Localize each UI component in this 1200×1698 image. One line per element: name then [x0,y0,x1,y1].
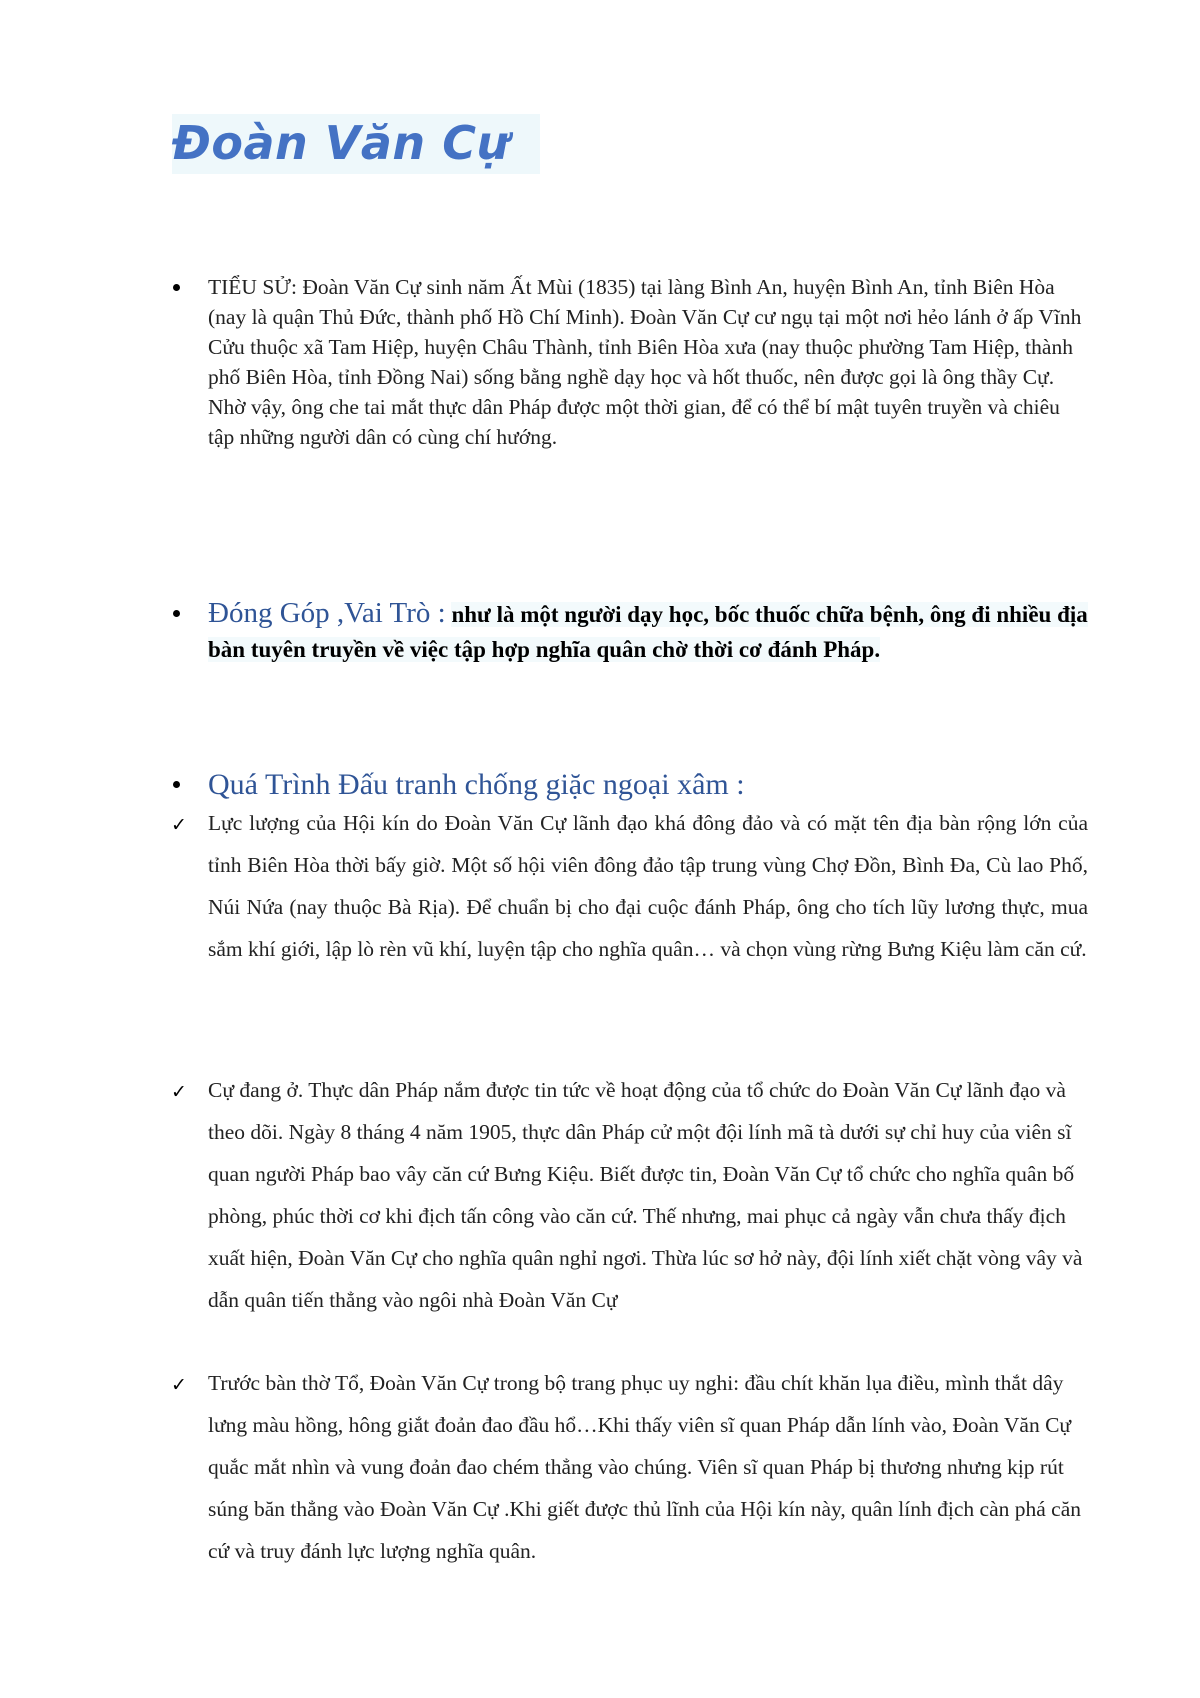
contribution-heading: Đóng Góp ,Vai Trò : [208,597,446,629]
process-item-text: Cự đang ở. Thực dân Pháp nắm được tin tức về hoạt động của tổ chức do Đoàn Văn Cự lãnh đạo và theo dõi. Ngày 8 tháng 4 năm 1905, thực dân Pháp cử một đội lính mã tà dưới sự chỉ huy của viên sĩ quan người Pháp bao vây căn cứ Bưng Kiệu. Biết được tin, Đoàn Văn Cự tổ chức cho nghĩa quân bố phòng, phúc thời cơ khi địch tấn công vào căn cứ. Thế nhưng, mai phục cả ngày vẫn chưa thấy địch xuất hiện, Đoàn Văn Cự cho nghĩa quân nghỉ ngơi. Thừa lúc sơ hở này, đội lính xiết chặt vòng vây và dẫn quân tiến thẳng vào ngôi nhà Đoàn Văn Cự [208,1078,1083,1312]
process-heading: Quá Trình Đấu tranh chống giặc ngoại xâm : [208,768,745,801]
contribution-list-item [208,596,1088,667]
process-item-text: Trước bàn thờ Tổ, Đoàn Văn Cự trong bộ trang phục uy nghi: đầu chít khăn lụa điều, mình thắt dây lưng màu hồng, hông giắt đoản đao đầu hổ…Khi thấy viên sĩ quan Pháp dẫn lính vào, Đoàn Văn Cự quắc mắt nhìn và vung đoản đao chém thẳng vào chúng. Viên sĩ quan Pháp bị thương nhưng kịp rút súng băn thẳng vào Đoàn Văn Cự .Khi giết được thủ lĩnh của Hội kín này, quân lính địch càn phá căn cứ và truy đánh lực lượng nghĩa quân. [208,1371,1081,1563]
process-check-item [171,802,1088,970]
bullet-dot-icon [173,781,180,788]
bullet-dot-icon [173,284,180,291]
process-list-item [208,764,1088,806]
bio-list-item [208,272,1088,452]
process-check-item [171,1362,1088,1572]
bullet-dot-icon [173,610,180,617]
contribution-text: như là một người dạy học, bốc thuốc chữa bệnh, ông đi nhiều địa bàn tuyên truyền về việc tập hợp nghĩa quân chờ thời cơ đánh Pháp. [208,602,1088,662]
checkmark-icon: ✓ [171,1081,187,1103]
checkmark-icon: ✓ [171,1374,187,1396]
process-item-text: Lực lượng của Hội kín do Đoàn Văn Cự lãnh đạo khá đông đảo và có mặt tên địa bàn rộng lớn của tỉnh Biên Hòa thời bấy giờ. Một số hội viên đông đảo tập trung vùng Chợ Đồn, Bình Đa, Cù lao Phố, Núi Nứa (nay thuộc Bà Rịa). Để chuẩn bị cho đại cuộc đánh Pháp, ông cho tích lũy lương thực, mua sắm khí giới, lập lò rèn vũ khí, luyện tập cho nghĩa quân… và chọn vùng rừng Bưng Kiệu làm căn cứ. [208,811,1088,961]
checkmark-icon: ✓ [171,814,187,836]
bio-text: Đoàn Văn Cự sinh năm Ất Mùi (1835) tại làng Bình An, huyện Bình An, tỉnh Biên Hòa (nay là quận Thủ Đức, thành phố Hồ Chí Minh). Đoàn Văn Cự cư ngụ tại một nơi hẻo lánh ở ấp Vĩnh Cửu thuộc xã Tam Hiệp, huyện Châu Thành, tỉnh Biên Hòa xưa (nay thuộc phường Tam Hiệp, thành phố Biên Hòa, tỉnh Đồng Nai) sống bằng nghề dạy học và hốt thuốc, nên được gọi là ông thầy Cự. Nhờ vậy, ông che tai mắt thực dân Pháp được một thời gian, để có thể bí mật tuyên truyền và chiêu tập những người dân có cùng chí hướng. [208,275,1082,449]
bio-label: TIỂU SỬ: [208,275,297,299]
process-check-item [171,1069,1088,1321]
page-title: Đoàn Văn Cự [172,114,540,174]
